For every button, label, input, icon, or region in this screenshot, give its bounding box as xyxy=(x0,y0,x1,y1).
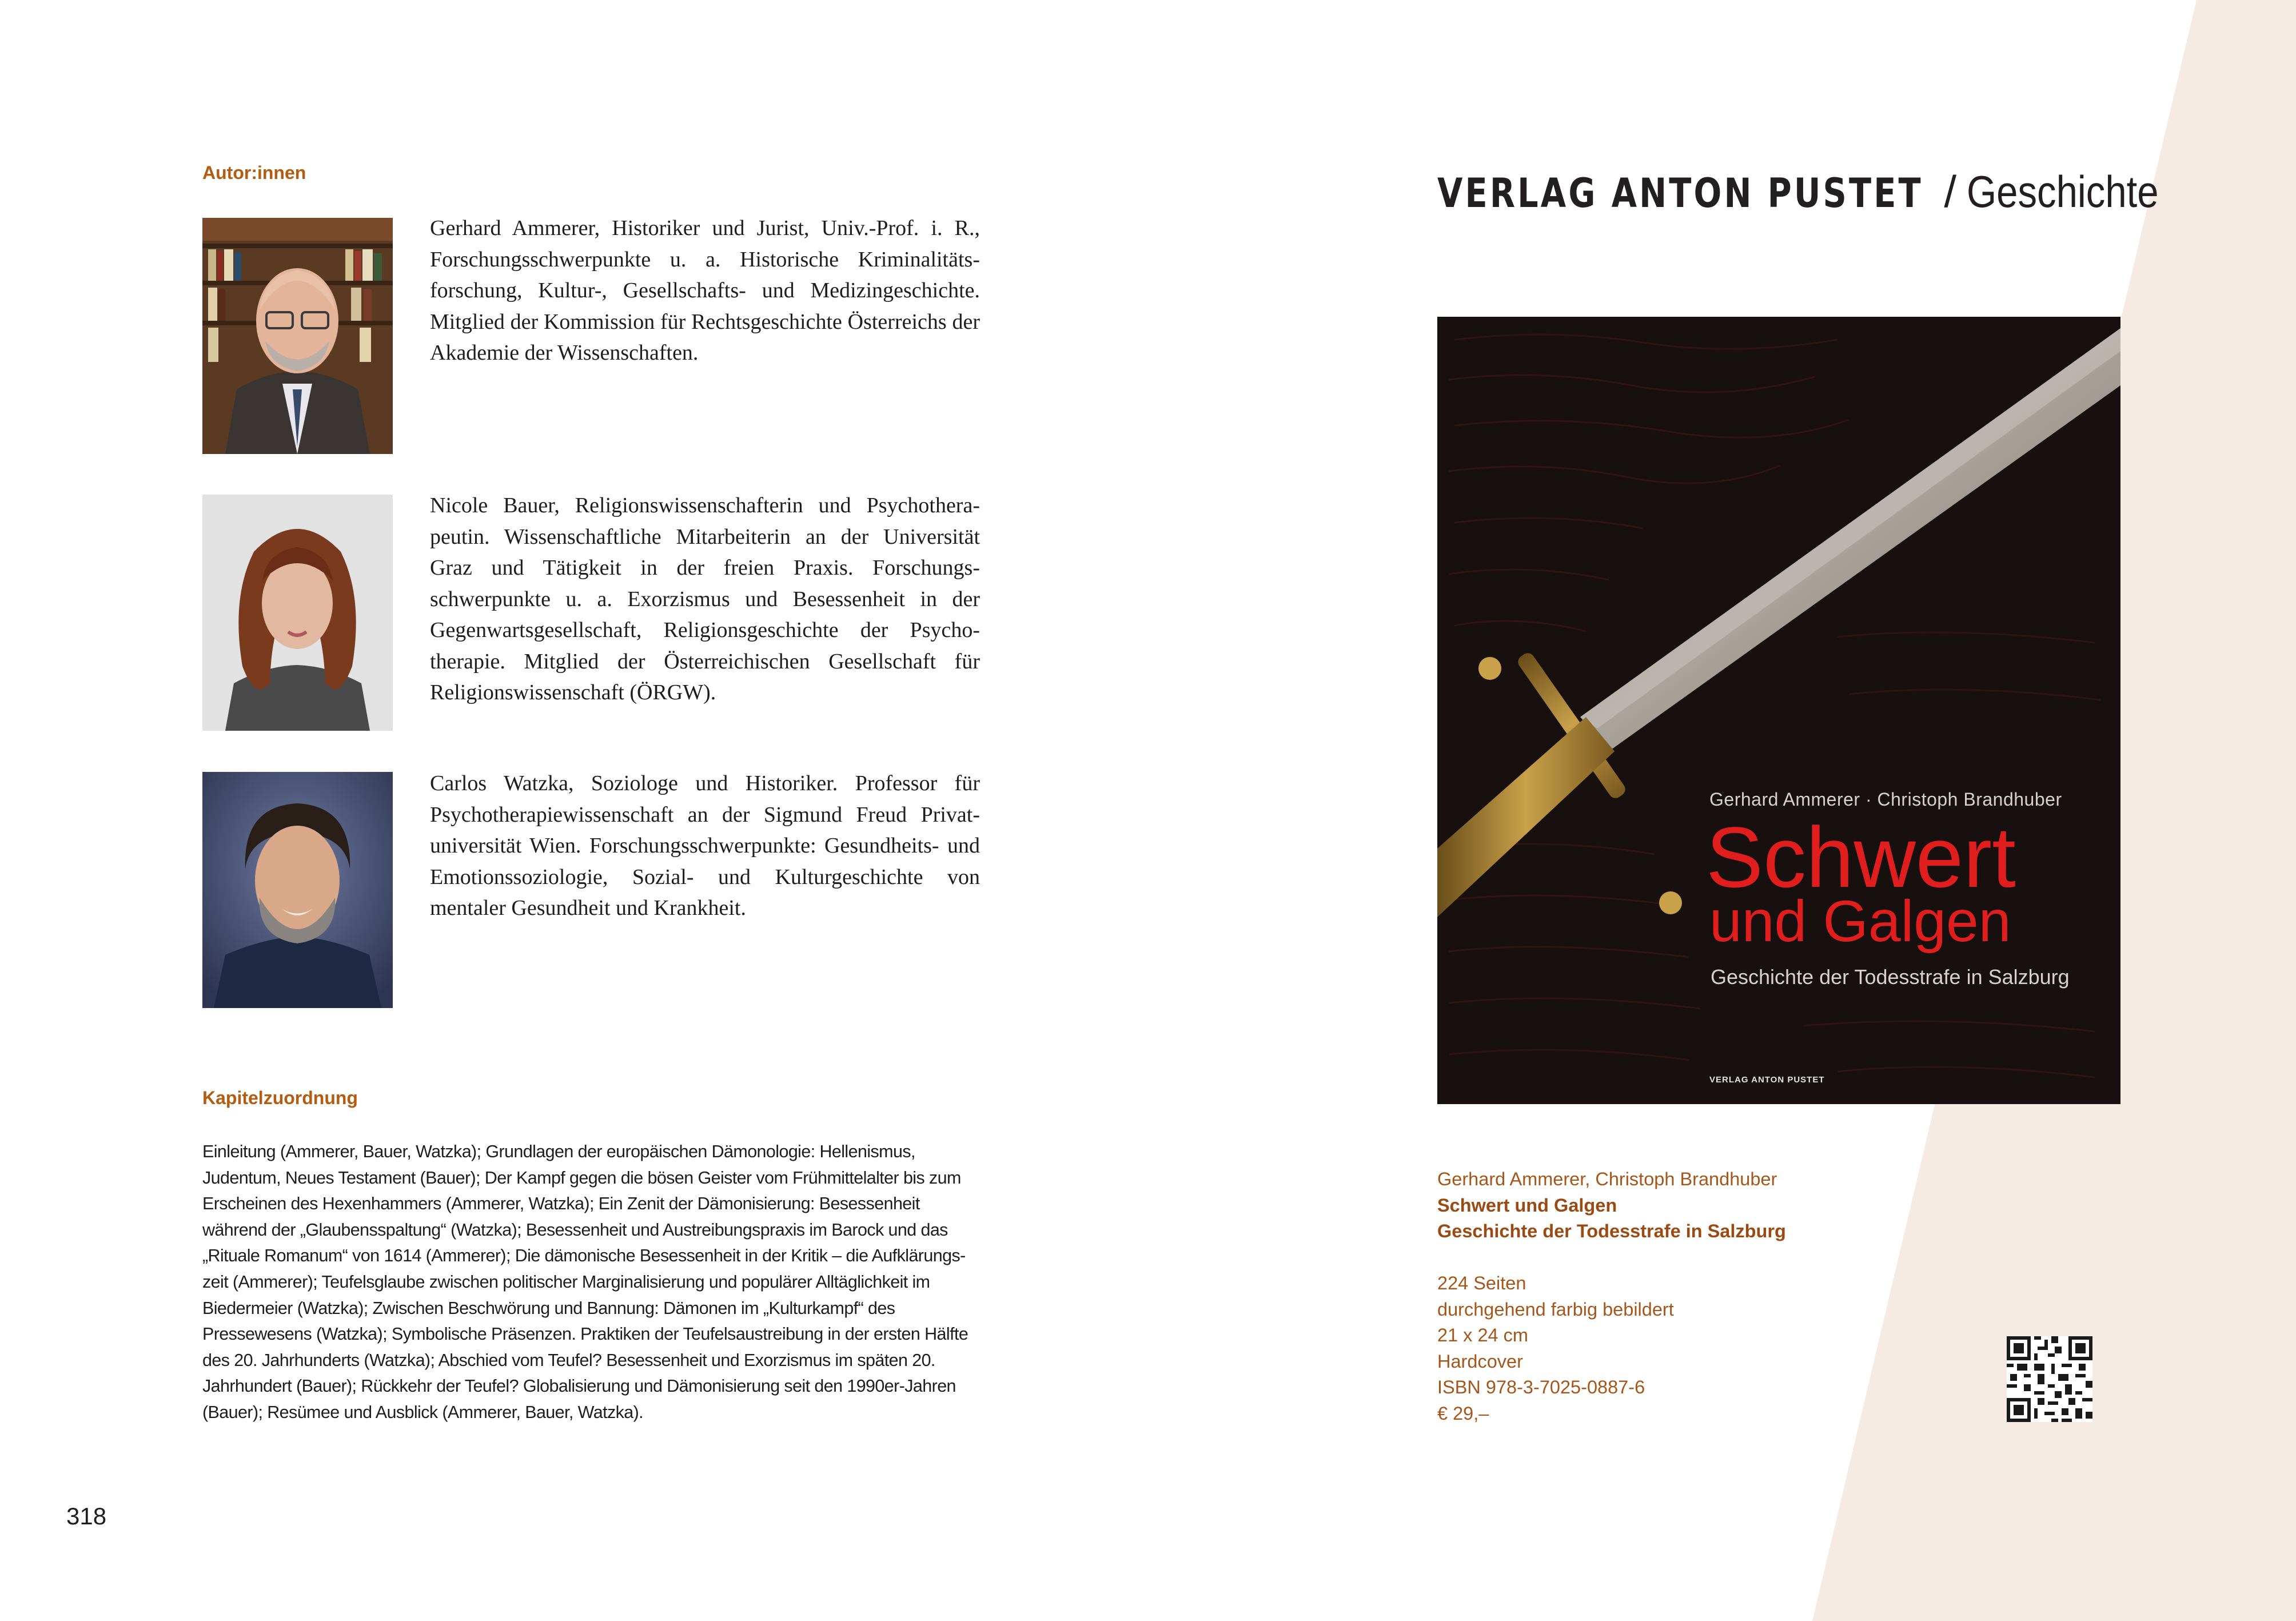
cover-title-line1: Schwert xyxy=(1706,809,2016,905)
author-photo-bauer xyxy=(202,495,393,731)
book-details-specs xyxy=(1437,1270,1952,1427)
publisher-separator: / xyxy=(1944,166,1957,217)
book-pages: 224 Seiten xyxy=(1437,1273,1526,1293)
chapters-heading: Kapitelzuordnung xyxy=(202,1088,358,1108)
cover-publisher: VERLAG ANTON PUSTET xyxy=(1709,1075,1825,1085)
book-dimensions: 21 x 24 cm xyxy=(1437,1325,1528,1345)
qr-code-icon[interactable] xyxy=(2007,1336,2092,1422)
publisher-name: VERLAG ANTON PUSTET xyxy=(1437,170,1923,217)
author-bio-watzka: Carlos Watzka, Soziologe und Historiker. Professor für Psychotherapiewissenschaft an der Sigmund Freud Privatuniversität Wien. Forschungsschwerpunkte: Gesundheits- und Emotionssoziologie, Sozial- und Kulturgeschichte von mentaler Gesundheit und Krankheit. xyxy=(430,771,980,920)
cover-title-line2: und Galgen xyxy=(1709,889,2011,954)
book-subtitle: Geschichte der Todesstrafe in Salzburg xyxy=(1437,1221,1786,1241)
author-bio-ammerer: Gerhard Ammerer, Historiker und Jurist, Univ.-Prof. i. R., Forschungsschwerpunkte u. a. Historische Kriminalitätsforschung, Kultur-, Gesellschafts- und Medizingeschichte. Mitglied der Kommission für Rechtsgeschichte Österreichs der Akademie der Wissenschaften. xyxy=(430,216,980,365)
publisher-header xyxy=(1437,166,2159,223)
authors-heading: Autor:innen xyxy=(202,162,306,183)
book-authors: Gerhard Ammerer, Christoph Brandhuber xyxy=(1437,1169,1777,1189)
author-bio-bauer: Nicole Bauer, Religionswissenschafterin und Psychotherapeutin. Wissenschaftliche Mitarbeiterin an der Universität Graz und Tätigkeit in der freien Praxis. Forschungsschwerpunkte u. a. Exorzismus und Besessenheit in der Gegenwartsgesellschaft, Religionsgeschichte der Psychotherapie. Mitglied der Österreichischen Gesellschaft für Religionswissenschaft (ÖRGW). xyxy=(430,493,980,704)
chapters-text: Einleitung (Ammerer, Bauer, Watzka); Grundlagen der europäischen Dämonologie: Hellenismus, Judentum, Neues Testament (Bauer); Der Kampf gegen die bösen Geister vom Frühmittelalter bis zum Erscheinen des Hexenhammers (Ammerer, Watzka); Ein Zenit der Dämonisierung: Besessenheit während der „Glaubensspaltung“ (Watzka); Besessenheit und Austreibungspraxis im Barock und das „Rituale Romanum“ von 1614 (Ammerer); Die dämonische Besessenheit in der Kritik – die Aufklärungszeit (Ammerer); Teufelsglaube zwischen politischer Marginalisierung und populärer Alltäglichkeit im Biedermeier (Watzka); Zwischen Beschwörung und Bannung: Dämonen im „Kulturkampf“ des Pressewesens (Watzka); Symbolische Präsenzen. Praktiken der Teufelsaustreibung in der ersten Hälfte des 20. Jahrhunderts (Watzka); Abschied vom Teufel? Besessenheit und Exorzismus im späten 20. Jahrhundert (Bauer); Rückkehr der Teufel? Globalisierung und Dämonisierung seit den 1990er-Jahren (Bauer); Resümee und Ausblick (Ammerer, Bauer, Watzka). xyxy=(202,1142,968,1422)
book-cover xyxy=(1437,317,2120,1104)
book-details-title xyxy=(1437,1166,1952,1245)
author-photo-watzka xyxy=(202,772,393,1008)
book-title: Schwert und Galgen xyxy=(1437,1194,1617,1216)
book-price: € 29,– xyxy=(1437,1403,1489,1424)
page-number: 318 xyxy=(66,1503,107,1530)
book-illustration: durchgehend farbig bebildert xyxy=(1437,1299,1674,1320)
book-binding: Hardcover xyxy=(1437,1351,1523,1372)
book-isbn: ISBN 978-3-7025-0887-6 xyxy=(1437,1377,1645,1397)
cover-subtitle: Geschichte der Todesstrafe in Salzburg xyxy=(1711,965,2070,989)
publisher-section: Geschichte xyxy=(1967,166,2159,217)
cover-authors: Gerhard Ammerer · Christoph Brandhuber xyxy=(1709,789,2062,810)
author-photo-ammerer xyxy=(202,218,393,454)
